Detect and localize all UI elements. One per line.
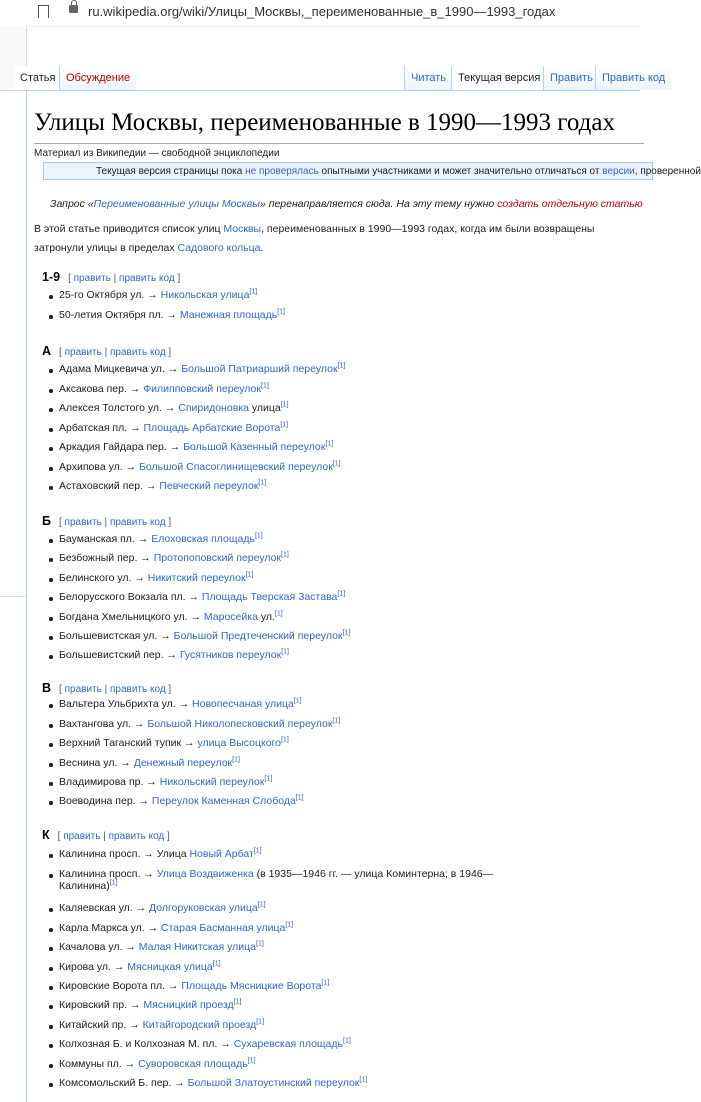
intro-link-moscow[interactable]: Москвы: [223, 223, 262, 235]
reference-link[interactable]: [1]: [325, 440, 334, 448]
bookmark-icon[interactable]: [38, 5, 49, 18]
reference-link[interactable]: [1]: [245, 571, 254, 579]
new-name-link[interactable]: Большой Златоустинский переулок: [187, 1077, 360, 1089]
reference-link[interactable]: [1]: [280, 736, 289, 744]
old-name: Астаховский пер. →: [59, 480, 160, 492]
section-title: 1-9: [42, 270, 61, 284]
section-edit-code-link[interactable]: править код: [109, 347, 166, 358]
title-divider: [34, 143, 644, 144]
list-item: [59, 1038, 351, 1050]
old-name: Большевистский пер. →: [59, 649, 180, 661]
new-name-link[interactable]: Долгоруковская улица: [148, 902, 258, 914]
revision-notice: [43, 162, 701, 180]
old-name: Адама Мицкевича ул. →: [59, 363, 182, 375]
new-name-link[interactable]: Певческий переулок: [159, 480, 259, 492]
old-name: Веснина ул. →: [59, 757, 134, 769]
list-item: [59, 309, 285, 321]
section-edit-link[interactable]: править: [64, 517, 102, 528]
section-title: В: [42, 681, 52, 695]
intro-text-3: затронули улицы в пределах: [34, 242, 178, 254]
new-name-link[interactable]: Мясницкая улица: [127, 961, 213, 973]
reference-link[interactable]: [1]: [337, 590, 346, 598]
list-item: [59, 776, 272, 788]
old-name: Верхний Таганский тупик →: [59, 737, 198, 749]
old-name: Аксакова пер. →: [59, 383, 144, 395]
new-name-link[interactable]: Денежный переулок: [133, 757, 233, 769]
old-name: Китайский пр. →: [59, 1019, 143, 1031]
reference-link[interactable]: [1]: [280, 421, 289, 429]
tab-article[interactable]: Статья: [14, 66, 61, 90]
list-item: [59, 422, 288, 434]
old-name: Аркадия Гайдара пер. →: [59, 441, 184, 453]
section-edit-code-link[interactable]: править код: [108, 831, 165, 842]
new-name-link[interactable]: Мясницкий проезд: [143, 999, 234, 1011]
new-name-link[interactable]: Сухаревская площадь: [233, 1038, 343, 1050]
old-name: Коммуны пл. →: [59, 1058, 139, 1070]
section-edit-links: [ править | править код ]: [57, 831, 170, 842]
section-title: К: [42, 828, 50, 842]
hatnote-text-2: » перенаправляется сюда. На эту тему нужно: [259, 198, 498, 210]
reference-link[interactable]: [1]: [281, 551, 289, 559]
intro-text-2: , переименованных в 1990—1993 годах, когда им были возвращены: [261, 223, 595, 235]
new-name-link[interactable]: Большой Николопесковский переулок: [147, 718, 333, 730]
section-heading: [42, 512, 171, 530]
new-name-link[interactable]: Площадь Тверская Застава: [201, 591, 338, 603]
intro-link-garden-ring[interactable]: Садового кольца: [177, 242, 261, 254]
old-name: Вальтера Ульбрихта ул. →: [59, 698, 193, 710]
lock-icon[interactable]: [69, 5, 78, 13]
list-item: [59, 999, 241, 1011]
section-heading: [42, 268, 180, 286]
list-item: [59, 698, 302, 710]
intro-paragraph: [34, 220, 654, 258]
new-name-prefix: Улица: [156, 848, 190, 860]
reference-link[interactable]: [1]: [293, 697, 302, 705]
list-item: [59, 533, 263, 545]
list-item: [59, 402, 289, 414]
list-item: [59, 1077, 367, 1089]
list-item: [59, 1019, 264, 1031]
new-name-link[interactable]: Филипповский переулок: [143, 383, 261, 395]
old-name: Белорусского Вокзала пл. →: [59, 591, 202, 603]
reference-link[interactable]: [1]: [261, 382, 269, 390]
old-name: Вахтангова ул. →: [59, 718, 148, 730]
new-name-link[interactable]: Гусятников переулок: [179, 649, 282, 661]
hatnote-link-redirect[interactable]: Переименованные улицы Москвы: [93, 198, 260, 210]
browser-address-bar: [0, 0, 640, 27]
list-item: [59, 902, 266, 914]
new-name-link[interactable]: Большой Казенный переулок: [183, 441, 326, 453]
section-edit-link[interactable]: править: [64, 347, 102, 358]
list-item: [59, 718, 340, 730]
new-name-link[interactable]: Никольский переулок: [159, 776, 265, 788]
old-name: 25-го Октября ул. →: [59, 289, 161, 301]
list-item: [59, 480, 266, 492]
list-item: [59, 922, 293, 934]
list-item: [59, 1058, 256, 1070]
list-item: [59, 941, 264, 953]
reference-link[interactable]: [1]: [281, 648, 290, 656]
list-item: [59, 795, 304, 807]
list-item: [59, 630, 350, 642]
section-edit-links: [ править | править код ]: [59, 347, 172, 358]
reference-link[interactable]: [1]: [249, 288, 258, 296]
section-edit-code-link[interactable]: править код: [119, 273, 175, 284]
hatnote-text: Запрос «: [50, 198, 94, 210]
old-name: Безбожный пер. →: [59, 552, 154, 564]
new-name-link[interactable]: Большой Патриарший переулок: [181, 363, 338, 375]
section-edit-link[interactable]: править: [64, 684, 102, 695]
page-tabs: [20, 66, 666, 91]
new-name-suffix: (в 1935—1946 гг. — улица Коминтерна; в 1946—: [253, 868, 494, 880]
new-name-link[interactable]: Китайгородский проезд: [142, 1019, 257, 1031]
new-name-link[interactable]: Переулок Каменная Слобода: [151, 795, 296, 807]
list-item: [59, 649, 289, 661]
reference-link[interactable]: [1]: [274, 610, 283, 618]
reference-link[interactable]: [1]: [256, 940, 264, 948]
tab-current-version[interactable]: Текущая версия: [451, 66, 546, 90]
reference-link[interactable]: [1]: [253, 847, 262, 855]
old-name: Колхозная Б. и Колхозная М. пл. →: [59, 1038, 234, 1050]
new-name-link[interactable]: Спиридоновка: [178, 402, 249, 414]
old-name: 50-летия Октября пл. →: [59, 309, 180, 321]
reference-link[interactable]: [1]: [257, 901, 266, 909]
new-name-link[interactable]: Манежная площадь: [179, 309, 278, 321]
new-name-suffix: ул.: [257, 611, 275, 623]
reference-link[interactable]: [1]: [280, 401, 289, 409]
reference-link[interactable]: [1]: [343, 1037, 351, 1045]
list-item: [59, 289, 257, 301]
article-content: [26, 91, 701, 1102]
notice-link-unreviewed[interactable]: не проверялась: [245, 166, 319, 177]
reference-link[interactable]: [1]: [233, 998, 242, 1006]
list-item: [59, 980, 329, 992]
new-name-link[interactable]: Елоховская площадь: [151, 533, 255, 545]
old-name: Каляевская ул. →: [59, 902, 149, 914]
list-item: [59, 441, 333, 453]
new-name-link[interactable]: улица Высоцкого: [197, 737, 281, 749]
section-edit-code-link[interactable]: править код: [109, 517, 166, 528]
reference-link[interactable]: [1]: [254, 532, 263, 540]
intro-text: В этой статье приводится список улиц: [34, 223, 224, 235]
list-item: [59, 961, 221, 973]
old-name: Богдана Хмельницкого ул. →: [59, 611, 204, 623]
reference-link[interactable]: [1]: [264, 775, 273, 783]
reference-link[interactable]: [1]: [332, 717, 341, 725]
sidebar-panel-lower: [0, 451, 27, 597]
old-name: Кировский пр. →: [59, 999, 144, 1011]
old-name: Белинского ул. →: [59, 572, 148, 584]
reference-link[interactable]: [1]: [295, 794, 304, 802]
reference-link[interactable]: [1]: [256, 1018, 265, 1026]
section-edit-code-link[interactable]: править код: [109, 684, 166, 695]
section-edit-links: [ править | править код ]: [58, 517, 172, 528]
section-title: А: [42, 344, 52, 358]
new-name-link[interactable]: Никитский переулок: [147, 572, 246, 584]
intro-text-4: .: [260, 242, 264, 254]
tab-edit[interactable]: Править: [543, 66, 599, 90]
list-item: [59, 611, 283, 623]
section-edit-link[interactable]: править: [73, 273, 111, 284]
reference-link[interactable]: [1]: [247, 1057, 256, 1065]
new-name-link[interactable]: Малая Никитская улица: [138, 941, 256, 953]
section-edit-links: [ править | править код ]: [59, 684, 172, 695]
new-name-link[interactable]: Большой Предтеченский переулок: [173, 630, 343, 642]
list-item: [59, 383, 269, 395]
list-item: [59, 363, 345, 375]
old-name: Комсомольский Б. пер. →: [59, 1077, 188, 1089]
reference-link[interactable]: [1]: [258, 479, 267, 487]
tab-edit-code[interactable]: Править код: [595, 66, 671, 90]
reference-link[interactable]: [1]: [109, 879, 118, 887]
old-name: Калинина просп. →: [59, 868, 157, 880]
notice-text-2: опытными участниками и может значительно отличаться от: [318, 166, 603, 177]
new-name-link[interactable]: Никольская улица: [160, 289, 250, 301]
new-name-link[interactable]: Новый Арбат: [189, 848, 254, 860]
reference-link[interactable]: [1]: [359, 1076, 368, 1084]
section-title: Б: [42, 514, 51, 528]
old-name: Качалова ул. →: [59, 941, 139, 953]
new-name-link[interactable]: Большой Спасоглинищевский переулок: [138, 461, 333, 473]
list-item: [59, 461, 341, 473]
new-name-link[interactable]: Площадь Арбатские Ворота: [143, 422, 281, 434]
new-name-link[interactable]: Старая Басманная улица: [160, 922, 286, 934]
new-name-suffix: улица: [248, 402, 281, 414]
old-name: Воеводина пер. →: [59, 795, 152, 807]
old-name: Алексея Толстого ул. →: [59, 402, 179, 414]
reference-link[interactable]: [1]: [277, 308, 285, 316]
section-heading: [42, 826, 170, 844]
old-name: Архипова ул. →: [59, 461, 139, 473]
old-name: Калинина просп. →: [59, 848, 157, 860]
list-item: [59, 868, 493, 892]
list-item: [59, 572, 253, 584]
old-name: Арбатская пл. →: [59, 422, 144, 434]
item-continuation: Калинина): [59, 880, 110, 892]
hatnote-link-create[interactable]: создать отдельную статью: [497, 198, 643, 210]
list-item: [59, 757, 240, 769]
tab-read[interactable]: Читать: [404, 66, 452, 90]
notice-text: Текущая версия страницы пока: [96, 166, 246, 177]
new-name-link[interactable]: Улица Воздвиженка: [156, 868, 254, 880]
hatnote: [50, 198, 643, 210]
section-heading: [42, 679, 171, 697]
list-item: [59, 737, 289, 749]
reference-link[interactable]: [1]: [212, 960, 221, 968]
list-item: [59, 848, 262, 860]
url-field[interactable]: ru.wikipedia.org/wiki/Улицы_Москвы,_переименованные_в_1990—1993_годах: [88, 4, 556, 19]
notice-text-3: , проверенной: [634, 166, 701, 177]
tab-discussion[interactable]: Обсуждение: [59, 66, 136, 90]
notice-link-version[interactable]: версии: [602, 166, 635, 177]
reference-link[interactable]: [1]: [321, 979, 330, 987]
new-name-link[interactable]: Протопоповский переулок: [153, 552, 282, 564]
section-heading: [42, 342, 171, 360]
reference-link[interactable]: [1]: [332, 460, 341, 468]
old-name: Кировские Ворота пл. →: [59, 980, 182, 992]
old-name: Владимирова пр. →: [59, 776, 160, 788]
old-name: Бауманская пл. →: [59, 533, 152, 545]
new-name-link[interactable]: Новопесчаная улица: [192, 698, 294, 710]
old-name: Карла Маркса ул. →: [59, 922, 161, 934]
section-edit-links: [ править | править код ]: [68, 273, 181, 284]
old-name: Большевистская ул. →: [59, 630, 174, 642]
page-title: Улицы Москвы, переименованные в 1990—1993 годах: [34, 109, 615, 136]
reference-link[interactable]: [1]: [232, 756, 240, 764]
new-name-link[interactable]: Суворовская площадь: [138, 1058, 248, 1070]
reference-link[interactable]: [1]: [337, 362, 346, 370]
reference-link[interactable]: [1]: [342, 629, 351, 637]
list-item: [59, 591, 345, 603]
reference-link[interactable]: [1]: [285, 921, 294, 929]
site-tagline: Материал из Википедии — свободной энциклопедии: [34, 148, 280, 159]
new-name-link[interactable]: Площадь Мясницкие Ворота: [181, 980, 322, 992]
list-item: [59, 552, 289, 564]
old-name: Кирова ул. →: [59, 961, 128, 973]
new-name-link[interactable]: Маросейка: [203, 611, 258, 623]
section-edit-link[interactable]: править: [63, 831, 101, 842]
